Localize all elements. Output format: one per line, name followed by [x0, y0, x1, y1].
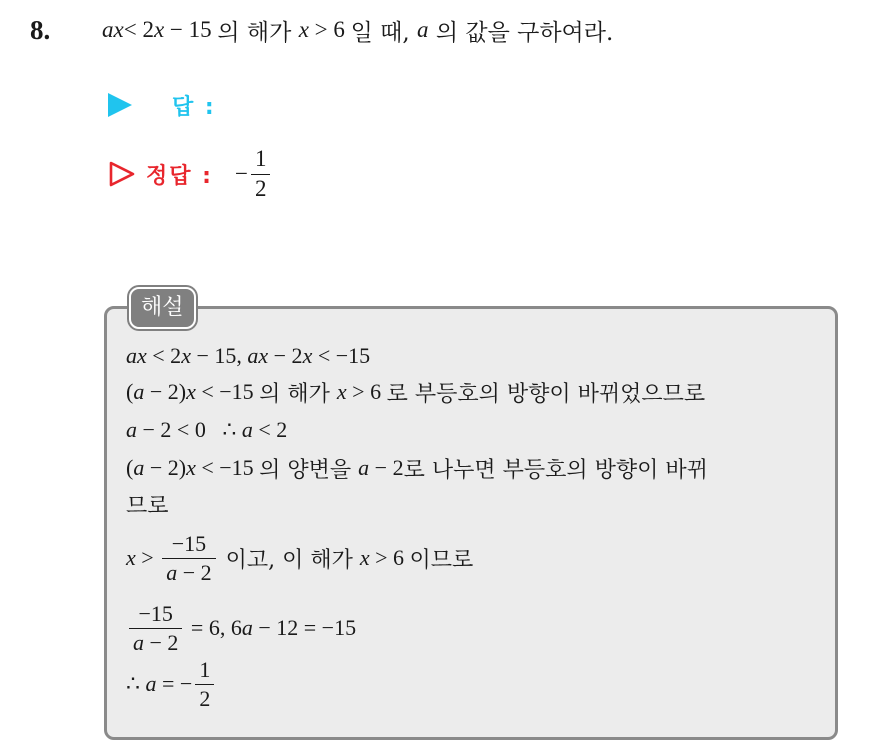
math-token: − 15,: [190, 343, 248, 368]
math-token: − 2: [369, 455, 404, 480]
solution-text: 로 나누면 부등호의 방향이 바뀌: [403, 457, 708, 483]
solution-text: 의 해가: [259, 381, 337, 407]
math-token: a: [133, 455, 145, 480]
math-token: ∴: [126, 671, 146, 696]
math-token: (: [126, 379, 134, 404]
math-token: x: [186, 379, 196, 404]
solution-text: 이므로: [409, 547, 474, 573]
problem-number: 8.: [30, 14, 51, 45]
solution-line-5: [126, 488, 169, 520]
problem-text-part: x: [153, 17, 165, 42]
fraction-numerator: −15: [171, 531, 207, 557]
solution-line-2: [126, 376, 705, 408]
math-token: ax: [247, 343, 269, 368]
math-token: x: [336, 379, 347, 404]
problem-text-part: < 2: [123, 17, 154, 42]
math-token: (: [126, 455, 134, 480]
problem-text-part: a: [417, 17, 429, 42]
solution-line-1: [126, 340, 370, 372]
math-token: − 12 = −15: [252, 615, 357, 640]
math-token: a: [166, 559, 178, 585]
math-token: < −15: [312, 343, 371, 368]
math-token: x: [186, 455, 196, 480]
fraction: [162, 532, 215, 583]
math-token: − 2 < 0 ∴: [137, 417, 242, 442]
fraction-numerator: −15: [138, 601, 173, 627]
fraction-denominator: 2: [195, 684, 214, 710]
math-token: a: [126, 417, 137, 442]
math-token: a: [133, 379, 145, 404]
math-token: − 2: [268, 343, 303, 368]
fraction: [195, 658, 214, 709]
problem-text-part: > 6: [308, 17, 351, 42]
math-token: >: [135, 545, 160, 570]
math-token: = 6, 6: [185, 615, 242, 640]
math-token: a: [145, 671, 157, 696]
math-token: < −15: [195, 455, 260, 480]
solution-text: 이고, 이 해가: [218, 547, 360, 573]
problem-text-part: 일 때,: [350, 19, 418, 46]
problem-statement: [30, 12, 613, 48]
math-token: < 2: [146, 343, 182, 368]
problem-text-part: − 15: [164, 17, 218, 42]
answer-row: [108, 88, 216, 122]
problem-text-part: x: [298, 17, 309, 42]
math-token: − 2): [144, 455, 187, 480]
correct-answer-value: [235, 147, 273, 200]
solution-tab: 해설: [129, 287, 196, 329]
math-token: ax: [126, 343, 147, 368]
solution-line-8: [126, 652, 217, 716]
math-token: a: [133, 629, 144, 655]
correct-answer-fraction: [251, 147, 271, 200]
math-token: a: [241, 417, 253, 442]
outline-play-icon: [108, 160, 136, 188]
math-token: > 6: [346, 379, 387, 404]
solution-line-6: [126, 526, 473, 590]
solution-text: 로 부등호의 방향이 바뀌었으므로: [386, 381, 706, 407]
fraction-denominator: [162, 558, 215, 584]
correct-answer-label: 정답 :: [146, 163, 213, 189]
solution-line-3: [126, 414, 287, 446]
math-token: x: [359, 545, 370, 570]
correct-answer-row: [108, 142, 273, 206]
math-token: > 6: [369, 545, 410, 570]
answer-label: 답 :: [172, 94, 216, 120]
solution-line-7: [126, 596, 356, 660]
math-token: a: [358, 455, 370, 480]
solution-line-4: [126, 452, 708, 484]
correct-answer-sign: −: [234, 161, 248, 186]
math-token: − 2: [144, 629, 179, 655]
solution-text: 의 양변을: [259, 457, 359, 483]
fraction-denominator: [129, 628, 182, 654]
math-token: a: [241, 615, 253, 640]
play-icon: [108, 93, 132, 117]
fraction-numerator: 1: [199, 657, 211, 683]
math-token: − 2: [177, 559, 212, 585]
math-token: < 2: [252, 417, 288, 442]
fraction-numerator: 1: [254, 146, 267, 172]
fraction: [129, 602, 182, 653]
math-token: x: [126, 545, 136, 570]
math-token: < −15: [195, 379, 260, 404]
fraction-denominator: 2: [251, 174, 271, 201]
math-token: x: [181, 343, 191, 368]
math-token: − 2): [144, 379, 187, 404]
problem-text-part: ax: [102, 17, 124, 42]
problem-text-part: 의 해가: [217, 19, 299, 46]
problem-text-part: 의 값을 구하여라.: [428, 19, 614, 46]
solution-text: 므로: [126, 493, 169, 519]
math-token: = −: [156, 671, 193, 696]
math-token: x: [302, 343, 313, 368]
